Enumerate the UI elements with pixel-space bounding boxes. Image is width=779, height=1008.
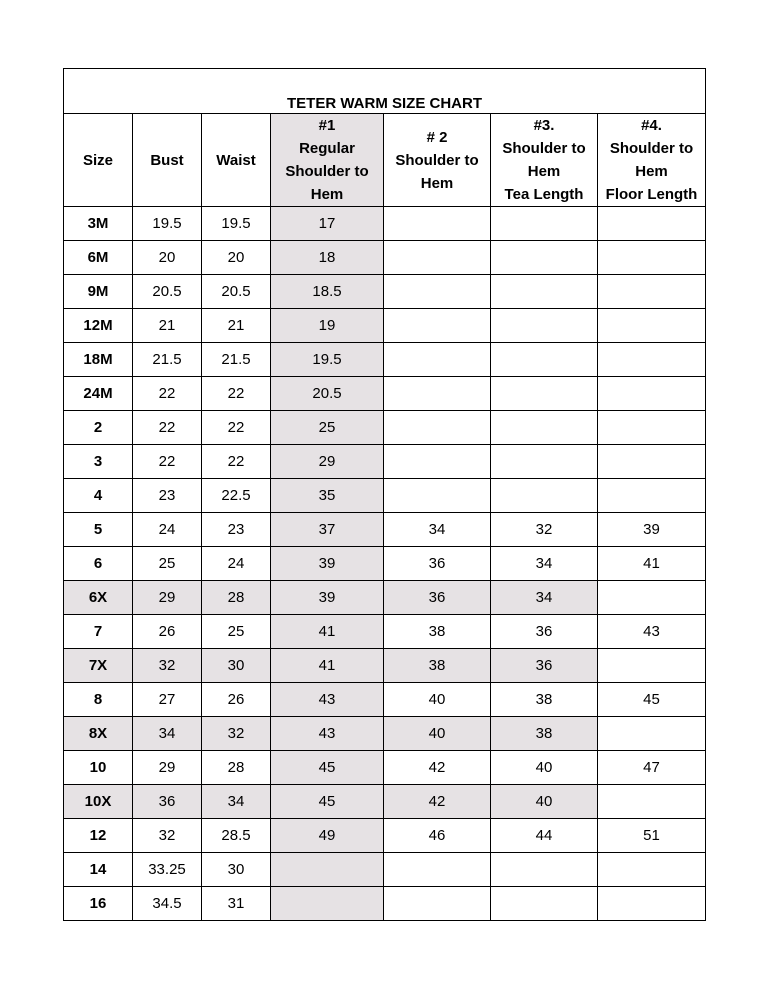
length-2-cell: [384, 275, 491, 309]
regular-length-cell: 45: [271, 785, 384, 819]
bust-cell: 25: [133, 547, 202, 581]
waist-cell: 34: [202, 785, 271, 819]
header-floor-length: [598, 114, 706, 207]
tea-length-cell: [491, 241, 598, 275]
floor-length-cell: [598, 343, 706, 377]
waist-cell: 22: [202, 411, 271, 445]
floor-length-cell: [598, 309, 706, 343]
size-cell: 12M: [64, 309, 133, 343]
floor-length-cell: [598, 445, 706, 479]
size-cell: 4: [64, 479, 133, 513]
header-line: Tea Length: [504, 186, 584, 203]
header-tea-length: [491, 114, 598, 207]
bust-cell: 27: [133, 683, 202, 717]
tea-length-cell: [491, 853, 598, 887]
tea-length-cell: [491, 275, 598, 309]
waist-cell: 26: [202, 683, 271, 717]
bust-cell: 36: [133, 785, 202, 819]
size-chart-sheet: [63, 68, 705, 921]
floor-length-cell: [598, 717, 706, 751]
tea-length-cell: 34: [491, 547, 598, 581]
table-row: [64, 785, 706, 819]
waist-cell: 20: [202, 241, 271, 275]
floor-length-cell: [598, 649, 706, 683]
waist-cell: 22: [202, 377, 271, 411]
tea-length-cell: [491, 445, 598, 479]
size-cell: 3M: [64, 207, 133, 241]
tea-length-cell: 32: [491, 513, 598, 547]
bust-cell: 23: [133, 479, 202, 513]
tea-length-cell: [491, 377, 598, 411]
tea-length-cell: [491, 309, 598, 343]
tea-length-cell: 44: [491, 819, 598, 853]
regular-length-cell: 39: [271, 547, 384, 581]
header-row: [64, 114, 706, 207]
size-cell: 6: [64, 547, 133, 581]
floor-length-cell: 43: [598, 615, 706, 649]
floor-length-cell: [598, 581, 706, 615]
length-2-cell: [384, 445, 491, 479]
waist-cell: 24: [202, 547, 271, 581]
tea-length-cell: [491, 887, 598, 921]
header-line: Shoulder to: [502, 140, 586, 157]
length-2-cell: 46: [384, 819, 491, 853]
bust-cell: 24: [133, 513, 202, 547]
size-chart-table: [63, 68, 706, 921]
title-row: [64, 69, 706, 114]
table-row: [64, 309, 706, 343]
floor-length-cell: 47: [598, 751, 706, 785]
bust-cell: 22: [133, 377, 202, 411]
tea-length-cell: [491, 207, 598, 241]
length-2-cell: [384, 343, 491, 377]
length-2-cell: [384, 887, 491, 921]
waist-cell: 25: [202, 615, 271, 649]
bust-cell: 26: [133, 615, 202, 649]
length-2-cell: [384, 479, 491, 513]
waist-cell: 30: [202, 853, 271, 887]
bust-cell: 21.5: [133, 343, 202, 377]
waist-cell: 19.5: [202, 207, 271, 241]
table-row: [64, 513, 706, 547]
header-line: Size: [82, 151, 113, 169]
length-2-cell: [384, 853, 491, 887]
tea-length-cell: [491, 479, 598, 513]
table-row: [64, 717, 706, 751]
header-line: Floor Length: [605, 186, 698, 203]
bust-cell: 32: [133, 649, 202, 683]
size-cell: 10: [64, 751, 133, 785]
waist-cell: 23: [202, 513, 271, 547]
table-row: [64, 581, 706, 615]
floor-length-cell: [598, 785, 706, 819]
size-cell: 14: [64, 853, 133, 887]
floor-length-cell: [598, 479, 706, 513]
tea-length-cell: 40: [491, 785, 598, 819]
bust-cell: 33.25: [133, 853, 202, 887]
size-cell: 6X: [64, 581, 133, 615]
table-row: [64, 853, 706, 887]
regular-length-cell: 41: [271, 615, 384, 649]
size-cell: 8X: [64, 717, 133, 751]
header-line: Hem: [310, 186, 344, 203]
header-line: # 2: [426, 128, 448, 146]
length-2-cell: 40: [384, 717, 491, 751]
header-line: #4.: [641, 117, 662, 134]
size-cell: 7X: [64, 649, 133, 683]
regular-length-cell: 29: [271, 445, 384, 479]
length-2-cell: 38: [384, 649, 491, 683]
table-row: [64, 411, 706, 445]
table-row: [64, 445, 706, 479]
regular-length-cell: 43: [271, 683, 384, 717]
header-line: Waist: [216, 151, 256, 169]
header-line: Regular: [299, 140, 355, 157]
regular-length-cell: 20.5: [271, 377, 384, 411]
chart-title: TETER WARM SIZE CHART: [64, 69, 706, 114]
regular-length-cell: 19.5: [271, 343, 384, 377]
tea-length-cell: 36: [491, 615, 598, 649]
bust-cell: 20.5: [133, 275, 202, 309]
table-row: [64, 683, 706, 717]
length-2-cell: 36: [384, 547, 491, 581]
length-2-cell: [384, 309, 491, 343]
bust-cell: 21: [133, 309, 202, 343]
length-2-cell: 40: [384, 683, 491, 717]
length-2-cell: 38: [384, 615, 491, 649]
floor-length-cell: 39: [598, 513, 706, 547]
table-row: [64, 547, 706, 581]
regular-length-cell: 25: [271, 411, 384, 445]
waist-cell: 21.5: [202, 343, 271, 377]
size-cell: 5: [64, 513, 133, 547]
table-row: [64, 819, 706, 853]
tea-length-cell: 38: [491, 717, 598, 751]
length-2-cell: 34: [384, 513, 491, 547]
table-row: [64, 343, 706, 377]
bust-cell: 34.5: [133, 887, 202, 921]
header-line: Bust: [150, 151, 184, 169]
table-row: [64, 207, 706, 241]
size-cell: 9M: [64, 275, 133, 309]
regular-length-cell: 37: [271, 513, 384, 547]
length-2-cell: [384, 207, 491, 241]
header-shoulder-to-hem-2: [384, 114, 491, 207]
regular-length-cell: [271, 887, 384, 921]
bust-cell: 20: [133, 241, 202, 275]
length-2-cell: [384, 411, 491, 445]
bust-cell: 22: [133, 411, 202, 445]
header-bust: [133, 114, 202, 207]
floor-length-cell: [598, 411, 706, 445]
regular-length-cell: 45: [271, 751, 384, 785]
floor-length-cell: [598, 275, 706, 309]
waist-cell: 28: [202, 581, 271, 615]
size-cell: 3: [64, 445, 133, 479]
waist-cell: 31: [202, 887, 271, 921]
regular-length-cell: 35: [271, 479, 384, 513]
table-row: [64, 275, 706, 309]
header-line: #1: [318, 117, 336, 134]
bust-cell: 32: [133, 819, 202, 853]
bust-cell: 29: [133, 581, 202, 615]
tea-length-cell: 40: [491, 751, 598, 785]
floor-length-cell: [598, 887, 706, 921]
table-row: [64, 241, 706, 275]
header-line: Shoulder to: [609, 140, 694, 157]
regular-length-cell: 19: [271, 309, 384, 343]
header-line: Hem: [527, 163, 561, 180]
length-2-cell: 42: [384, 751, 491, 785]
header-size: [64, 114, 133, 207]
size-cell: 12: [64, 819, 133, 853]
tea-length-cell: 38: [491, 683, 598, 717]
regular-length-cell: 18: [271, 241, 384, 275]
table-row: [64, 479, 706, 513]
header-line: Hem: [635, 163, 668, 180]
size-cell: 2: [64, 411, 133, 445]
floor-length-cell: 41: [598, 547, 706, 581]
tea-length-cell: [491, 411, 598, 445]
header-line: Shoulder to: [395, 151, 479, 169]
regular-length-cell: 17: [271, 207, 384, 241]
tea-length-cell: 34: [491, 581, 598, 615]
table-row: [64, 377, 706, 411]
waist-cell: 28: [202, 751, 271, 785]
waist-cell: 22.5: [202, 479, 271, 513]
size-cell: 18M: [64, 343, 133, 377]
header-line: #3.: [533, 117, 555, 134]
bust-cell: 34: [133, 717, 202, 751]
regular-length-cell: 18.5: [271, 275, 384, 309]
waist-cell: 28.5: [202, 819, 271, 853]
floor-length-cell: [598, 207, 706, 241]
length-2-cell: 42: [384, 785, 491, 819]
header-waist: [202, 114, 271, 207]
regular-length-cell: 39: [271, 581, 384, 615]
regular-length-cell: 41: [271, 649, 384, 683]
length-2-cell: [384, 377, 491, 411]
length-2-cell: 36: [384, 581, 491, 615]
length-2-cell: [384, 241, 491, 275]
bust-cell: 22: [133, 445, 202, 479]
header-line: Shoulder to: [285, 163, 369, 180]
floor-length-cell: [598, 241, 706, 275]
bust-cell: 29: [133, 751, 202, 785]
size-cell: 7: [64, 615, 133, 649]
tea-length-cell: 36: [491, 649, 598, 683]
header-regular-shoulder-to-hem: [271, 114, 384, 207]
floor-length-cell: 45: [598, 683, 706, 717]
table-row: [64, 615, 706, 649]
waist-cell: 20.5: [202, 275, 271, 309]
size-cell: 10X: [64, 785, 133, 819]
regular-length-cell: 49: [271, 819, 384, 853]
floor-length-cell: [598, 853, 706, 887]
header-line: Hem: [420, 174, 454, 192]
waist-cell: 21: [202, 309, 271, 343]
table-row: [64, 649, 706, 683]
size-cell: 24M: [64, 377, 133, 411]
bust-cell: 19.5: [133, 207, 202, 241]
tea-length-cell: [491, 343, 598, 377]
floor-length-cell: 51: [598, 819, 706, 853]
size-cell: 8: [64, 683, 133, 717]
size-cell: 16: [64, 887, 133, 921]
regular-length-cell: 43: [271, 717, 384, 751]
size-cell: 6M: [64, 241, 133, 275]
table-row: [64, 751, 706, 785]
waist-cell: 32: [202, 717, 271, 751]
waist-cell: 30: [202, 649, 271, 683]
regular-length-cell: [271, 853, 384, 887]
table-row: [64, 887, 706, 921]
floor-length-cell: [598, 377, 706, 411]
waist-cell: 22: [202, 445, 271, 479]
